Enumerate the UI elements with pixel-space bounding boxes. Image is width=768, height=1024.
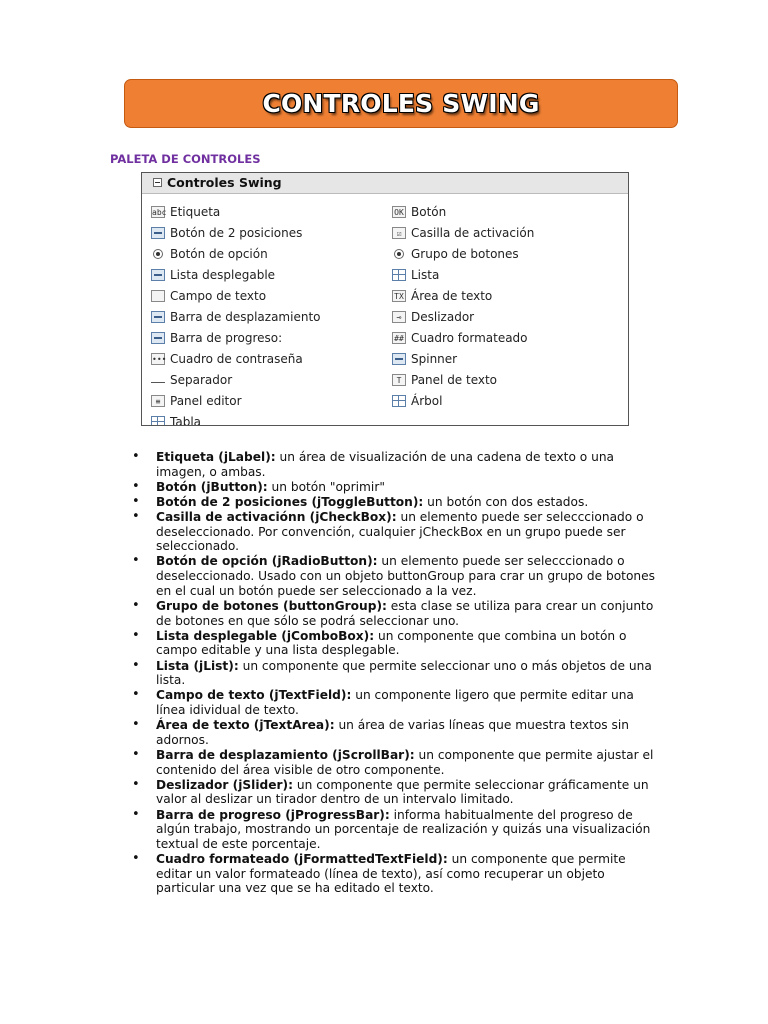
palette-item[interactable]	[392, 390, 534, 411]
palette-item-label: Campo de texto	[170, 288, 267, 303]
palette-item-label: Árbol	[411, 393, 443, 408]
list-item	[132, 808, 657, 852]
palette-item-label: Grupo de botones	[411, 246, 519, 261]
table-icon	[151, 416, 165, 427]
progress-bar-icon	[151, 332, 165, 344]
palette-item[interactable]	[151, 222, 321, 243]
spinner-icon	[392, 353, 406, 365]
term: Campo de texto (jTextField):	[156, 688, 352, 703]
list-icon	[392, 269, 406, 281]
palette-item[interactable]	[151, 306, 321, 327]
definition: esta clase se utiliza para crear un conjunto de botones en que sólo se podrá seleccionar uno.	[156, 598, 654, 628]
palette-item-label: Área de texto	[411, 288, 493, 303]
definition: un botón "oprimir"	[267, 479, 385, 494]
list-item	[132, 599, 657, 628]
palette-item-label: Casilla de activación	[411, 225, 535, 240]
palette-item-label: Barra de desplazamiento	[170, 309, 321, 324]
palette-item-label: Panel editor	[170, 393, 242, 408]
label-icon: abc	[152, 207, 167, 217]
formatted-field-icon: ##	[392, 332, 406, 344]
definition: un área de visualización de una cadena de texto o una imagen, o ambas.	[156, 450, 615, 479]
palette-item-label: Deslizador	[411, 309, 475, 324]
list-item	[132, 450, 657, 479]
definition: un componente que permite seleccionar gráficamente un valor al deslizar un tirador dentro de un intervalo limitado.	[156, 777, 649, 807]
list-item	[132, 554, 657, 598]
term: Cuadro formateado (jFormattedTextField):	[156, 852, 448, 867]
definition: un componente ligero que permite editar una línea idividual de texto.	[156, 688, 634, 718]
palette-item[interactable]	[392, 306, 534, 327]
palette-column-left	[151, 201, 321, 426]
term: Área de texto (jTextArea):	[156, 718, 335, 733]
list-item	[132, 718, 657, 747]
collapse-icon[interactable]	[153, 178, 162, 187]
palette-item-label: Spinner	[411, 351, 458, 366]
palette-item-label: Botón de opción	[170, 246, 268, 261]
list-item	[132, 629, 657, 658]
palette-item[interactable]	[151, 348, 321, 369]
palette-item[interactable]	[392, 348, 534, 369]
palette-column-right	[392, 201, 534, 411]
definition: un componente que permite editar un valor formateado (línea de texto), así como recuperar un objeto particular una vez que se ha editado el texto.	[156, 852, 626, 896]
list-item	[132, 852, 657, 896]
palette-title: Controles Swing	[167, 175, 282, 190]
palette-item-label: Lista	[411, 267, 440, 282]
palette-item[interactable]	[151, 390, 321, 411]
list-item	[132, 510, 657, 554]
palette-item[interactable]	[392, 285, 534, 306]
definition: un elemento puede ser selecccionado o deseleccionado. Por convención, cualquier jCheckBox en un grupo puede ser seleccionado.	[156, 509, 644, 554]
separator-icon	[151, 376, 165, 383]
palette-item[interactable]	[151, 327, 321, 348]
palette-item[interactable]	[151, 201, 321, 222]
term: Botón (jButton):	[156, 479, 268, 494]
definition: informa habitualmente del progreso de algún trabajo, mostrando un porcentaje de realización y quizás una visualización textual de este porcentaje.	[156, 807, 651, 851]
list-item	[132, 480, 657, 495]
palette-item-label: Separador	[170, 372, 233, 387]
list-item	[132, 495, 657, 510]
section-heading: PALETA DE CONTROLES	[110, 152, 261, 166]
tree-icon	[392, 395, 406, 407]
palette-item-label: Botón	[411, 204, 447, 219]
palette-item[interactable]	[392, 222, 534, 243]
palette-item[interactable]	[392, 201, 534, 222]
controls-palette	[141, 172, 629, 426]
definition: un componente que combina un botón o campo editable y una lista desplegable.	[156, 628, 627, 658]
definition: un área de varias líneas que muestra textos sin adornos.	[156, 718, 629, 747]
title-banner	[124, 79, 678, 128]
term: Deslizador (jSlider):	[156, 777, 293, 792]
palette-header[interactable]	[142, 173, 628, 194]
text-pane-icon: T	[392, 374, 406, 386]
list-item	[132, 688, 657, 717]
palette-item-label: Etiqueta	[170, 204, 221, 219]
combo-box-icon	[151, 269, 165, 281]
list-item	[132, 659, 657, 688]
term: Casilla de activaciónn (jCheckBox):	[156, 509, 397, 524]
palette-item-label: Botón de 2 posiciones	[170, 225, 303, 240]
term: Lista (jList):	[156, 658, 239, 673]
definition: un elemento puede ser selecccionado o deseleccionado. Usado con un objeto buttonGroup para crar un grupo de botones en el cual un botón puede ser seleccionado a la vez.	[156, 554, 655, 598]
palette-item-label: Tabla	[170, 414, 202, 426]
list-item	[132, 778, 657, 807]
text-field-icon	[151, 290, 165, 302]
palette-item[interactable]	[392, 327, 534, 348]
term: Grupo de botones (buttonGroup):	[156, 598, 387, 613]
palette-item-label: Barra de progreso:	[170, 330, 283, 345]
radio-button-icon	[153, 249, 163, 259]
definition: un componente que permite ajustar el contenido del área visible de otro componente.	[156, 747, 654, 777]
term: Barra de desplazamiento (jScrollBar):	[156, 747, 415, 762]
palette-item[interactable]	[151, 411, 321, 426]
palette-item-label: Cuadro formateado	[411, 330, 528, 345]
palette-item[interactable]	[151, 264, 321, 285]
palette-item-label: Panel de texto	[411, 372, 498, 387]
definition: un componente que permite seleccionar uno o más objetos de una lista.	[156, 658, 652, 688]
text-area-icon: TX	[392, 290, 406, 302]
palette-item-label: Lista desplegable	[170, 267, 276, 282]
editor-pane-icon: ≡	[151, 395, 165, 407]
definition: un botón con dos estados.	[423, 494, 589, 509]
description-list	[132, 450, 657, 897]
scroll-bar-icon	[151, 311, 165, 323]
palette-item[interactable]	[392, 243, 534, 264]
button-icon: OK	[392, 206, 406, 218]
term: Botón de 2 posiciones (jToggleButton):	[156, 494, 424, 509]
term: Lista desplegable (jComboBox):	[156, 628, 375, 643]
toggle-button-icon	[151, 227, 165, 239]
button-group-icon	[394, 249, 404, 259]
palette-item[interactable]	[151, 243, 321, 264]
palette-item-label: Cuadro de contraseña	[170, 351, 303, 366]
palette-item[interactable]	[151, 369, 321, 390]
slider-icon: ⊸	[392, 311, 406, 323]
palette-item[interactable]	[151, 285, 321, 306]
palette-item[interactable]	[392, 369, 534, 390]
checkbox-icon: ☑	[392, 227, 406, 239]
page-title: CONTROLES SWING	[262, 89, 540, 118]
list-item	[132, 748, 657, 777]
term: Barra de progreso (jProgressBar):	[156, 807, 390, 822]
term: Botón de opción (jRadioButton):	[156, 554, 378, 569]
password-field-icon: •••	[152, 354, 167, 364]
palette-item[interactable]	[392, 264, 534, 285]
term: Etiqueta (jLabel):	[156, 450, 276, 464]
